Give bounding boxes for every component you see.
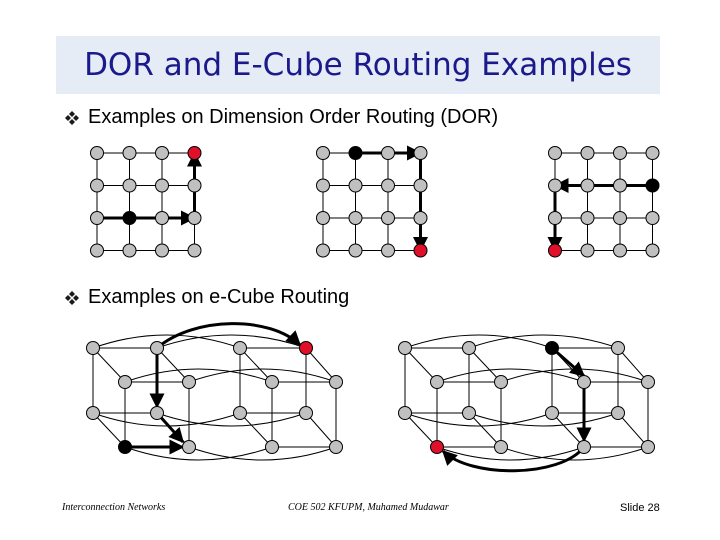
ecube-hypercube-examples bbox=[87, 324, 655, 471]
cube-node bbox=[642, 441, 655, 454]
cube-link bbox=[157, 348, 189, 382]
cube-link bbox=[552, 413, 584, 447]
source-node bbox=[546, 342, 559, 355]
mesh-node bbox=[123, 147, 136, 160]
cube-node bbox=[463, 342, 476, 355]
source-node bbox=[349, 147, 362, 160]
mesh-node bbox=[549, 179, 562, 192]
cube-node bbox=[183, 376, 196, 389]
mesh-node bbox=[349, 212, 362, 225]
mesh-node bbox=[581, 147, 594, 160]
mesh-node bbox=[188, 179, 201, 192]
cube-link-dim4 bbox=[501, 369, 648, 382]
destination-node bbox=[414, 244, 427, 257]
hypercube-1 bbox=[87, 324, 343, 460]
cube-node bbox=[399, 407, 412, 420]
bullet-dor-text: Examples on Dimension Order Routing (DOR) bbox=[88, 106, 499, 128]
cube-node bbox=[495, 441, 508, 454]
mesh-node bbox=[317, 244, 330, 257]
footer-slide-number: Slide 28 bbox=[620, 502, 660, 514]
mesh-node bbox=[156, 179, 169, 192]
destination-node bbox=[549, 244, 562, 257]
mesh-node bbox=[156, 212, 169, 225]
mesh-node bbox=[317, 212, 330, 225]
mesh-node bbox=[91, 147, 104, 160]
mesh-1 bbox=[91, 147, 202, 258]
cube-link-dim4 bbox=[125, 369, 272, 382]
mesh-node bbox=[382, 179, 395, 192]
cube-link-dim4 bbox=[125, 447, 272, 460]
mesh-node bbox=[156, 244, 169, 257]
cube-node bbox=[431, 376, 444, 389]
mesh-node bbox=[581, 179, 594, 192]
mesh-2 bbox=[317, 147, 428, 258]
mesh-node bbox=[188, 212, 201, 225]
cube-node bbox=[234, 407, 247, 420]
cube-link bbox=[240, 413, 272, 447]
footer-course: Interconnection Networks bbox=[62, 502, 166, 513]
mesh-node bbox=[614, 147, 627, 160]
mesh-node bbox=[91, 212, 104, 225]
cube-link-dim4 bbox=[437, 447, 584, 460]
mesh-node bbox=[646, 147, 659, 160]
mesh-node bbox=[646, 244, 659, 257]
cube-link-dim4 bbox=[469, 335, 618, 348]
cube-node bbox=[642, 376, 655, 389]
destination-node bbox=[431, 441, 444, 454]
mesh-node bbox=[317, 147, 330, 160]
mesh-node bbox=[91, 179, 104, 192]
cube-node bbox=[266, 376, 279, 389]
mesh-node bbox=[614, 212, 627, 225]
cube-node bbox=[578, 441, 591, 454]
cube-node bbox=[330, 376, 343, 389]
mesh-node bbox=[317, 179, 330, 192]
cube-link-dim4 bbox=[157, 413, 306, 426]
bullet-ecube-text: Examples on e-Cube Routing bbox=[88, 286, 350, 308]
mesh-node bbox=[382, 147, 395, 160]
mesh-node bbox=[156, 147, 169, 160]
cube-link-dim4 bbox=[501, 447, 648, 460]
cube-node bbox=[151, 342, 164, 355]
mesh-node bbox=[349, 179, 362, 192]
mesh-node bbox=[414, 212, 427, 225]
cube-link-dim4 bbox=[469, 413, 618, 426]
cube-node bbox=[612, 342, 625, 355]
mesh-node bbox=[91, 244, 104, 257]
cube-link bbox=[469, 348, 501, 382]
footer-author: COE 502 KFUPM, Muhamed Mudawar bbox=[288, 502, 449, 513]
destination-node bbox=[300, 342, 313, 355]
cube-node bbox=[119, 376, 132, 389]
dor-mesh-examples bbox=[91, 147, 660, 258]
cube-node bbox=[87, 407, 100, 420]
source-node bbox=[646, 179, 659, 192]
cube-link bbox=[93, 348, 125, 382]
cube-node bbox=[151, 407, 164, 420]
cube-link bbox=[405, 348, 437, 382]
page-title: DOR and E-Cube Routing Examples bbox=[84, 47, 632, 83]
mesh-node bbox=[549, 147, 562, 160]
cube-node bbox=[330, 441, 343, 454]
cube-node bbox=[463, 407, 476, 420]
mesh-node bbox=[614, 244, 627, 257]
mesh-node bbox=[414, 147, 427, 160]
cube-link-dim4 bbox=[405, 335, 552, 348]
cube-node bbox=[87, 342, 100, 355]
destination-node bbox=[188, 147, 201, 160]
mesh-node bbox=[382, 212, 395, 225]
mesh-node bbox=[414, 179, 427, 192]
cube-node bbox=[300, 407, 313, 420]
source-node bbox=[119, 441, 132, 454]
cube-link-dim4 bbox=[437, 369, 584, 382]
mesh-node bbox=[188, 244, 201, 257]
cube-node bbox=[183, 441, 196, 454]
mesh-3 bbox=[549, 147, 660, 258]
cube-node bbox=[546, 407, 559, 420]
cube-node bbox=[234, 342, 247, 355]
hypercube-2 bbox=[399, 335, 655, 471]
cube-link-dim4 bbox=[189, 369, 336, 382]
cube-node bbox=[612, 407, 625, 420]
cube-node bbox=[495, 376, 508, 389]
cube-link-dim4 bbox=[157, 335, 306, 348]
mesh-node bbox=[549, 212, 562, 225]
mesh-node bbox=[581, 244, 594, 257]
cube-link-dim4 bbox=[405, 413, 552, 426]
cube-node bbox=[266, 441, 279, 454]
cube-link-dim4 bbox=[189, 447, 336, 460]
mesh-node bbox=[123, 179, 136, 192]
mesh-node bbox=[581, 212, 594, 225]
cube-node bbox=[578, 376, 591, 389]
mesh-node bbox=[646, 212, 659, 225]
cube-node bbox=[399, 342, 412, 355]
mesh-node bbox=[382, 244, 395, 257]
mesh-node bbox=[123, 244, 136, 257]
mesh-node bbox=[614, 179, 627, 192]
mesh-node bbox=[349, 244, 362, 257]
source-node bbox=[123, 212, 136, 225]
